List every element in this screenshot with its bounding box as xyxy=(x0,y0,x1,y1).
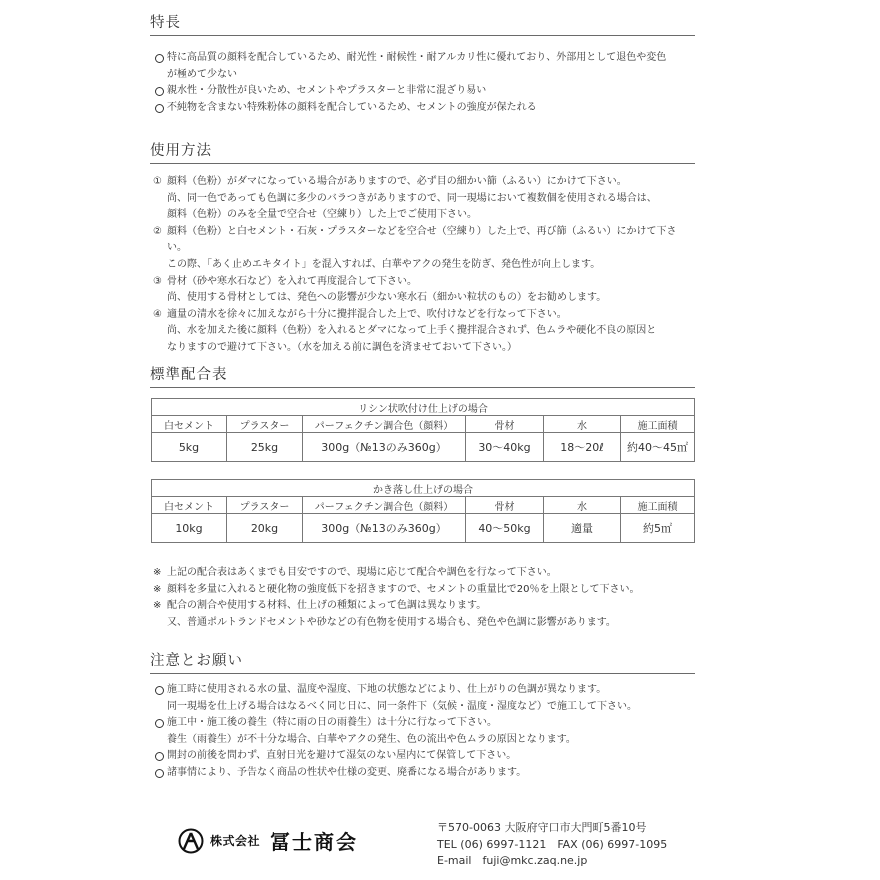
table-cell: 30〜40kg xyxy=(466,433,544,462)
company-name: 冨士商会 xyxy=(270,830,359,854)
usage-section xyxy=(150,141,695,357)
circle-bullet-icon xyxy=(155,87,164,96)
table-cell: 5kg xyxy=(152,433,227,462)
features-title: 特長 xyxy=(150,13,695,36)
table-cell: 300g（№13のみ360g） xyxy=(303,514,466,543)
col-header: 水 xyxy=(544,416,621,433)
table-cell: 20kg xyxy=(227,514,303,543)
table-cell: 18〜20ℓ xyxy=(544,433,621,462)
list-item: 不純物を含まない特殊粉体の顔料を配合しているため、セメントの強度が保たれる xyxy=(150,100,695,117)
mix-title: 標準配合表 xyxy=(150,365,695,388)
usage-step: ② 顔料（色粉）と白セメント・石灰・プラスターなどを空合せ（空練り）した上で、再び篩（ふるい）にかけて下さい。 この際、「あく止めエキタイト」を混入すれば、白華やアクの発生を防ぎ、発色性が向上します。 xyxy=(153,225,677,270)
company-prefix: 株式会社 xyxy=(210,834,261,848)
circle-bullet-icon xyxy=(155,54,164,63)
col-header: 骨材 xyxy=(466,497,544,514)
circle-bullet-icon xyxy=(155,104,164,113)
col-header: 施工面積 xyxy=(621,416,695,433)
col-header: 水 xyxy=(544,497,621,514)
table-cell: 適量 xyxy=(544,514,621,543)
table-caption: リシン状吹付け仕上げの場合 xyxy=(152,399,695,416)
usage-step: ④ 適量の清水を徐々に加えながら十分に攪拌混合した上で、吹付けなどを行なって下さい。 尚、水を加えた後に顔料（色粉）を入れるとダマになって上手く攪拌混合されず、色ムラや硬化不良の原因と なりますので避けて下さい。（水を加える前に調色を済ませておいて下さい。） xyxy=(153,308,657,353)
mix-table-scraped xyxy=(151,479,695,543)
cautions-list xyxy=(150,682,695,782)
mountain-logo-icon xyxy=(178,828,204,854)
company-contact xyxy=(437,820,667,870)
table-cell: 約5㎡ xyxy=(621,514,695,543)
note-item: ※ 上記の配合表はあくまでも目安ですので、現場に応じて配合や調色を行なって下さい。 xyxy=(153,567,557,578)
list-item: 親水性・分散性が良いため、セメントやプラスターと非常に混ざり易い xyxy=(150,83,695,100)
circle-bullet-icon xyxy=(155,719,164,728)
list-item: 開封の前後を問わず、直射日光を避けて湿気のない屋内にて保管して下さい。 xyxy=(150,748,695,765)
list-item: 施工時に使用される水の量、温度や湿度、下地の状態などにより、仕上がりの色調が異なります。 同一現場を仕上げる場合はなるべく同じ日に、同一条件下（気候・温度・湿度など）で施工して下さい。 xyxy=(150,682,695,715)
cautions-section xyxy=(150,651,695,782)
col-header: 白セメント xyxy=(152,416,227,433)
table-cell: 25kg xyxy=(227,433,303,462)
table-cell: 10kg xyxy=(152,514,227,543)
col-header: プラスター xyxy=(227,416,303,433)
notes-list xyxy=(150,565,695,631)
postal-address: 〒570-0063 大阪府守口市大門町5番10号 xyxy=(437,821,647,834)
list-item: 特に高品質の顔料を配合しているため、耐光性・耐候性・耐アルカリ性に優れており、外部用として退色や変色 が極めて少ない xyxy=(150,50,695,83)
col-header: パーフェクチン調合色（顔料） xyxy=(303,416,466,433)
email-address: E-mail fuji@mkc.zaq.ne.jp xyxy=(437,854,588,868)
usage-steps xyxy=(150,174,695,357)
usage-step: ① 顔料（色粉）がダマになっている場合がありますので、必ず目の細かい篩（ふるい）にかけて下さい。 尚、同一色であっても色調に多少のバラつきがありますので、同一現場において複数個を使用される場合は、 顔料（色粉）のみを全量で空合せ（空練り）した上でご使用下さい。 xyxy=(153,176,657,221)
table-cell: 40〜50kg xyxy=(466,514,544,543)
col-header: 骨材 xyxy=(466,416,544,433)
col-header: プラスター xyxy=(227,497,303,514)
cautions-title: 注意とお願い xyxy=(150,651,695,674)
circle-bullet-icon xyxy=(155,686,164,695)
table-cell: 約40〜45㎡ xyxy=(621,433,695,462)
circle-bullet-icon xyxy=(155,752,164,761)
table-cell: 300g（№13のみ360g） xyxy=(303,433,466,462)
mix-section xyxy=(150,365,695,388)
note-item: ※ 配合の割合や使用する材料、仕上げの種類によって色調は異なります。 又、普通ポルトランドセメントや砂などの有色物を使用する場合も、発色や色調に影響があります。 xyxy=(153,600,616,628)
usage-step: ③ 骨材（砂や寒水石など）を入れて再度混合して下さい。 尚、使用する骨材としては、発色への影響が少ない寒水石（細かい粒状のもの）をお勧めします。 xyxy=(153,275,607,304)
features-section xyxy=(150,13,695,116)
table-caption: かき落し仕上げの場合 xyxy=(152,480,695,497)
list-item: 諸事情により、予告なく商品の性状や仕様の変更、廃番になる場合があります。 xyxy=(150,765,695,782)
col-header: パーフェクチン調合色（顔料） xyxy=(303,497,466,514)
circle-bullet-icon xyxy=(155,769,164,778)
phone-fax: TEL (06) 6997-1121 FAX (06) 6997-1095 xyxy=(437,837,668,851)
company-logo xyxy=(178,826,358,855)
list-item: 施工中・施工後の養生（特に雨の日の雨養生）は十分に行なって下さい。 養生（雨養生）が不十分な場合、白華やアクの発生、色の流出や色ムラの原因となります。 xyxy=(150,715,695,748)
features-list xyxy=(150,50,695,116)
note-item: ※ 顔料を多量に入れると硬化物の強度低下を招きますので、セメントの重量比で20％を上限として下さい。 xyxy=(153,583,640,595)
col-header: 施工面積 xyxy=(621,497,695,514)
mix-table-spray xyxy=(151,398,695,462)
mix-notes xyxy=(150,556,695,631)
usage-title: 使用方法 xyxy=(150,141,695,164)
col-header: 白セメント xyxy=(152,497,227,514)
